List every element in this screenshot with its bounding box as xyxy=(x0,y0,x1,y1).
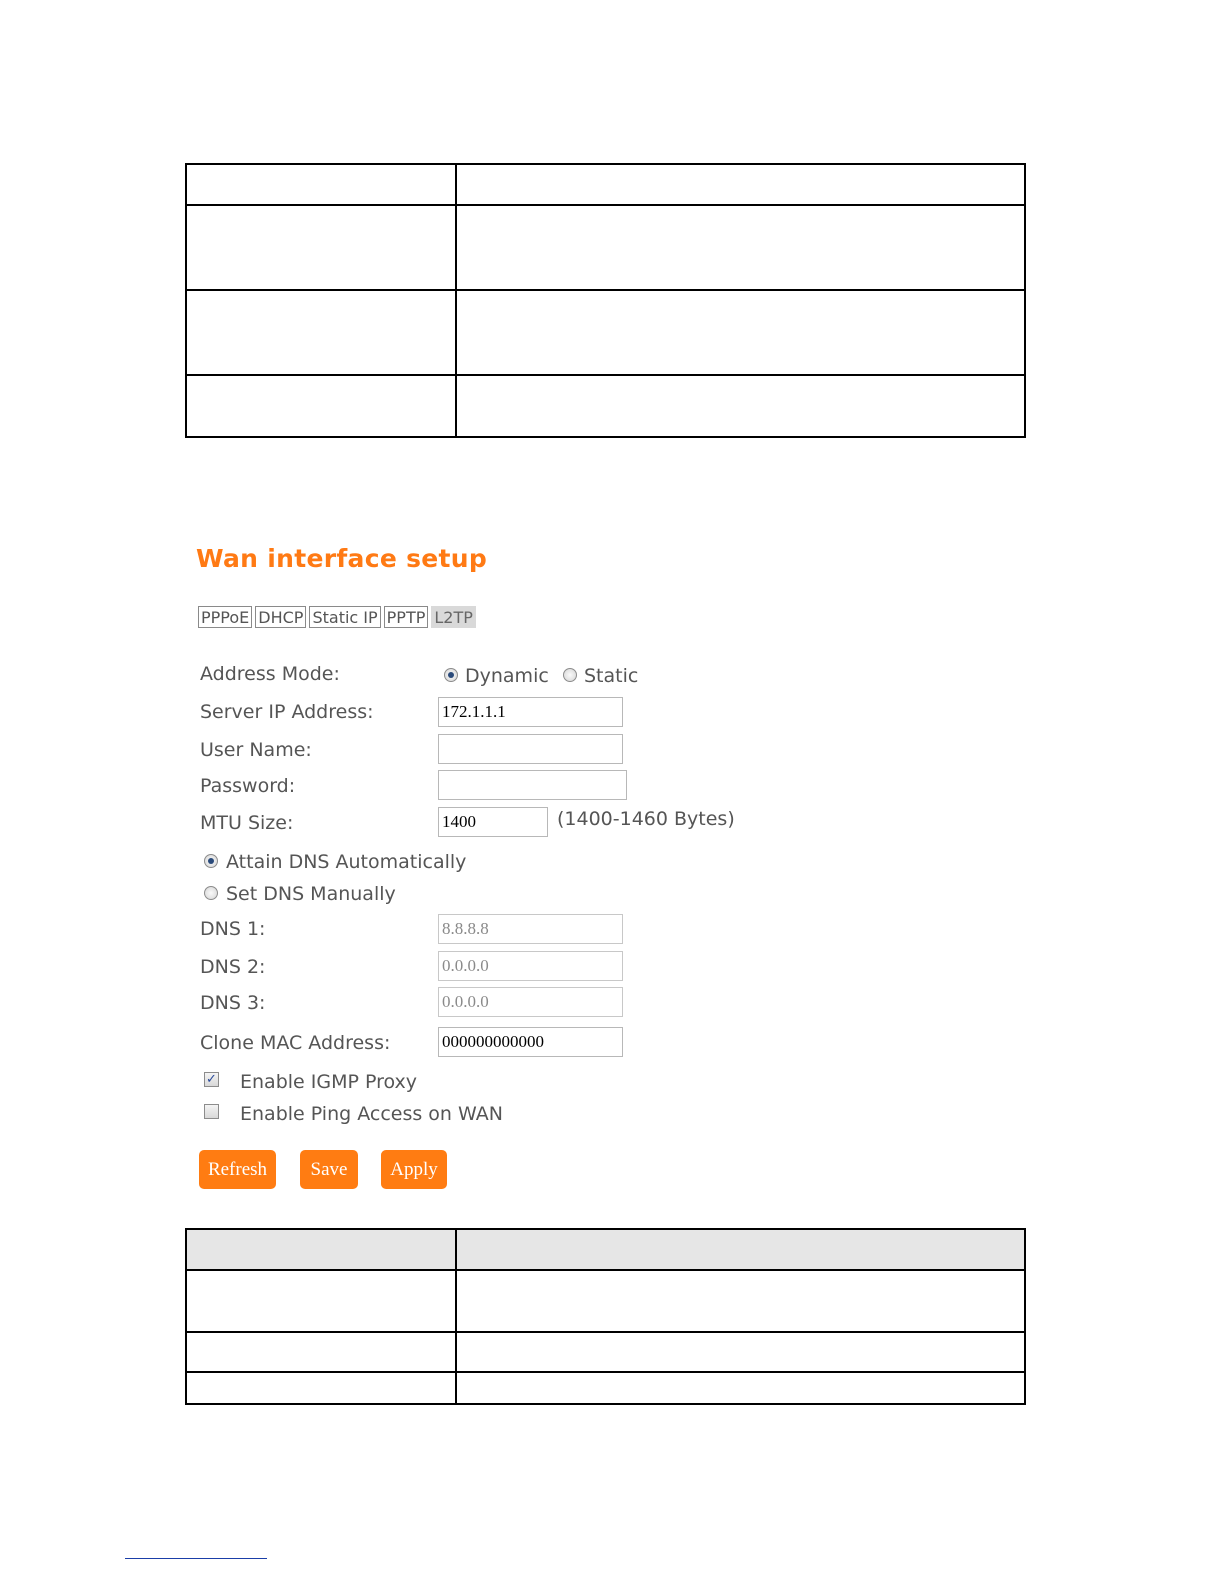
table-header-row xyxy=(186,1229,1025,1270)
mtu-hint: (1400-1460 Bytes) xyxy=(557,808,735,830)
table-row xyxy=(186,290,1025,375)
dns1-input[interactable]: 8.8.8.8 xyxy=(438,914,623,944)
ping-wan-label: Enable Ping Access on WAN xyxy=(240,1103,503,1125)
dns2-label: DNS 2: xyxy=(200,956,266,978)
dns-manual-radio[interactable] xyxy=(204,886,218,900)
top-table xyxy=(185,163,1026,438)
server-ip-input[interactable]: 172.1.1.1 xyxy=(438,697,623,727)
address-mode-static-radio[interactable] xyxy=(563,668,577,682)
table-row xyxy=(186,375,1025,437)
apply-button[interactable]: Apply xyxy=(381,1150,447,1189)
clone-mac-label: Clone MAC Address: xyxy=(200,1032,391,1054)
table-row xyxy=(186,1332,1025,1372)
table-row xyxy=(186,164,1025,205)
dns-manual-label: Set DNS Manually xyxy=(226,883,396,905)
bottom-table xyxy=(185,1228,1026,1405)
tab-static-ip[interactable]: Static IP xyxy=(309,606,380,628)
table-row xyxy=(186,205,1025,290)
tab-dhcp[interactable]: DHCP xyxy=(255,606,306,628)
igmp-proxy-label: Enable IGMP Proxy xyxy=(240,1071,418,1093)
password-label: Password: xyxy=(200,775,296,797)
password-input[interactable] xyxy=(438,770,627,800)
dns-auto-label: Attain DNS Automatically xyxy=(226,851,467,873)
address-mode-label: Address Mode: xyxy=(200,663,340,685)
dns1-label: DNS 1: xyxy=(200,918,266,940)
refresh-button[interactable]: Refresh xyxy=(199,1150,276,1189)
ping-wan-checkbox[interactable] xyxy=(204,1104,219,1119)
table-row xyxy=(186,1372,1025,1404)
page-title: Wan interface setup xyxy=(196,544,488,573)
table-row xyxy=(186,1270,1025,1332)
mtu-input[interactable]: 1400 xyxy=(438,807,548,837)
server-ip-label: Server IP Address: xyxy=(200,701,374,723)
wan-type-tabs xyxy=(198,606,476,628)
dns3-label: DNS 3: xyxy=(200,992,266,1014)
user-name-input[interactable] xyxy=(438,734,623,764)
dns3-input[interactable]: 0.0.0.0 xyxy=(438,987,623,1017)
address-mode-dynamic-label: Dynamic xyxy=(465,665,549,687)
dns-auto-radio[interactable] xyxy=(204,854,218,868)
save-button[interactable]: Save xyxy=(300,1150,358,1189)
mtu-label: MTU Size: xyxy=(200,812,294,834)
clone-mac-input[interactable]: 000000000000 xyxy=(438,1027,623,1057)
address-mode-dynamic-radio[interactable] xyxy=(444,668,458,682)
tab-l2tp[interactable]: L2TP xyxy=(431,606,476,628)
igmp-proxy-checkbox[interactable]: ✓ xyxy=(204,1072,219,1087)
address-mode-static-label: Static xyxy=(584,665,639,687)
user-name-label: User Name: xyxy=(200,739,312,761)
footer-divider xyxy=(125,1558,267,1559)
tab-pppoe[interactable]: PPPoE xyxy=(198,606,252,628)
dns2-input[interactable]: 0.0.0.0 xyxy=(438,951,623,981)
tab-pptp[interactable]: PPTP xyxy=(384,606,429,628)
